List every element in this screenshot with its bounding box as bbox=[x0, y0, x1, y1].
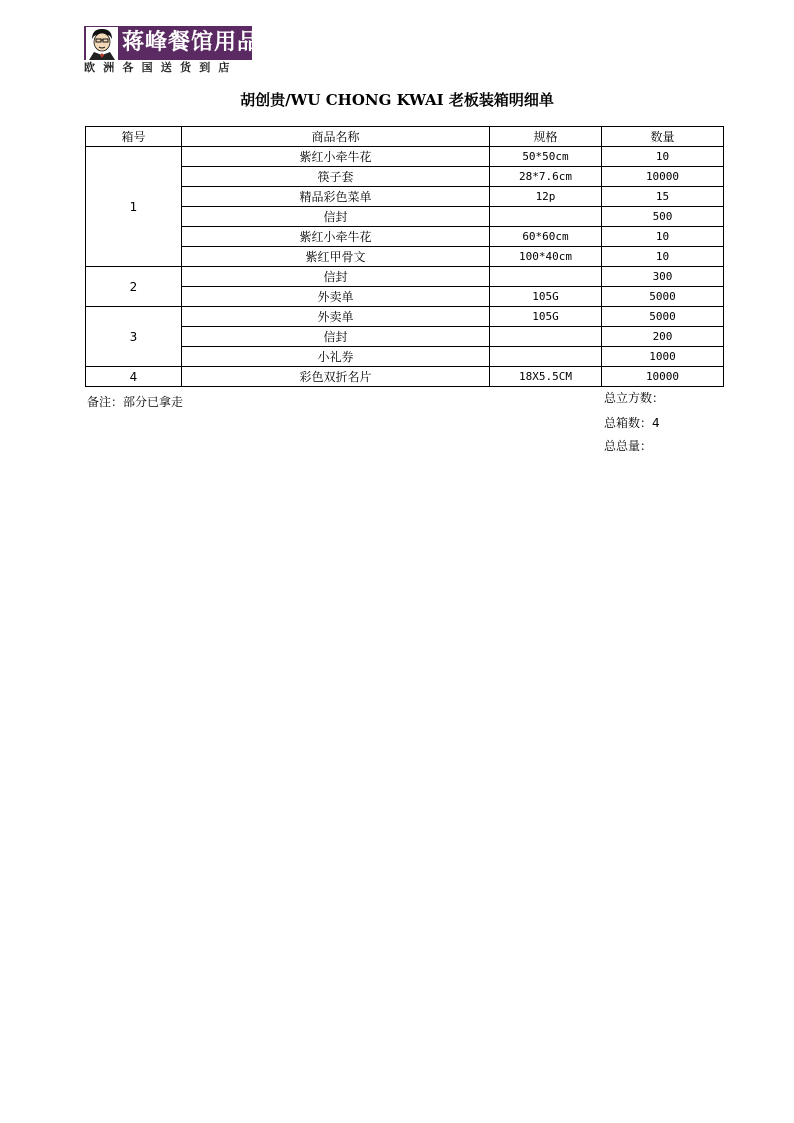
box-number: 1 bbox=[86, 147, 182, 267]
product-quantity: 10000 bbox=[602, 367, 724, 387]
logo-name: 蒋峰餐馆用品 bbox=[122, 30, 261, 55]
product-name: 紫红小牵牛花 bbox=[182, 147, 490, 167]
remark-note: 备注：部分已拿走 bbox=[87, 395, 184, 409]
box-number: 2 bbox=[86, 267, 182, 307]
product-quantity: 10 bbox=[602, 247, 724, 267]
product-name: 筷子套 bbox=[182, 167, 490, 187]
table-row bbox=[86, 307, 724, 327]
product-name: 紫红小牵牛花 bbox=[182, 227, 490, 247]
product-quantity: 200 bbox=[602, 327, 724, 347]
product-spec bbox=[490, 327, 602, 347]
header-box-no: 箱号 bbox=[86, 127, 182, 147]
product-spec bbox=[490, 347, 602, 367]
table-row bbox=[86, 327, 724, 347]
box-number: 3 bbox=[86, 307, 182, 367]
product-quantity: 15 bbox=[602, 187, 724, 207]
product-quantity: 5000 bbox=[602, 287, 724, 307]
product-quantity: 10 bbox=[602, 147, 724, 167]
product-quantity: 10000 bbox=[602, 167, 724, 187]
table-row bbox=[86, 287, 724, 307]
product-name: 外卖单 bbox=[182, 287, 490, 307]
product-spec: 50*50cm bbox=[490, 147, 602, 167]
product-spec bbox=[490, 207, 602, 227]
product-name: 外卖单 bbox=[182, 307, 490, 327]
packing-list-table bbox=[85, 126, 724, 387]
table-row bbox=[86, 267, 724, 287]
product-name: 信封 bbox=[182, 207, 490, 227]
header-spec: 规格 bbox=[490, 127, 602, 147]
product-name: 精品彩色菜单 bbox=[182, 187, 490, 207]
table-row bbox=[86, 167, 724, 187]
product-spec: 60*60cm bbox=[490, 227, 602, 247]
portrait-icon bbox=[86, 27, 118, 60]
box-number: 4 bbox=[86, 367, 182, 387]
total-boxes: 总箱数：4 bbox=[604, 416, 660, 430]
table-row bbox=[86, 367, 724, 387]
product-spec: 12p bbox=[490, 187, 602, 207]
table-row bbox=[86, 147, 724, 167]
table-row bbox=[86, 187, 724, 207]
product-quantity: 300 bbox=[602, 267, 724, 287]
table-row bbox=[86, 227, 724, 247]
product-spec: 100*40cm bbox=[490, 247, 602, 267]
table-row bbox=[86, 207, 724, 227]
logo-tagline: 欧洲各国送货到店 bbox=[84, 61, 238, 74]
product-quantity: 10 bbox=[602, 227, 724, 247]
product-quantity: 1000 bbox=[602, 347, 724, 367]
product-name: 彩色双折名片 bbox=[182, 367, 490, 387]
product-name: 信封 bbox=[182, 327, 490, 347]
header-quantity: 数量 bbox=[602, 127, 724, 147]
table-row bbox=[86, 347, 724, 367]
total-weight: 总总量： bbox=[604, 439, 653, 453]
header-product-name: 商品名称 bbox=[182, 127, 490, 147]
product-name: 信封 bbox=[182, 267, 490, 287]
total-volume: 总立方数： bbox=[604, 391, 665, 405]
logo-banner bbox=[84, 26, 261, 60]
product-spec: 28*7.6cm bbox=[490, 167, 602, 187]
product-quantity: 500 bbox=[602, 207, 724, 227]
document-title: 胡创贵/WU CHONG KWAI 老板装箱明细单 bbox=[240, 91, 554, 109]
product-name: 紫红甲骨文 bbox=[182, 247, 490, 267]
product-name: 小礼券 bbox=[182, 347, 490, 367]
product-spec bbox=[490, 267, 602, 287]
product-spec: 105G bbox=[490, 287, 602, 307]
company-logo bbox=[84, 26, 261, 76]
product-quantity: 5000 bbox=[602, 307, 724, 327]
product-spec: 105G bbox=[490, 307, 602, 327]
table-row bbox=[86, 247, 724, 267]
table-header-row bbox=[86, 127, 724, 147]
product-spec: 18X5.5CM bbox=[490, 367, 602, 387]
